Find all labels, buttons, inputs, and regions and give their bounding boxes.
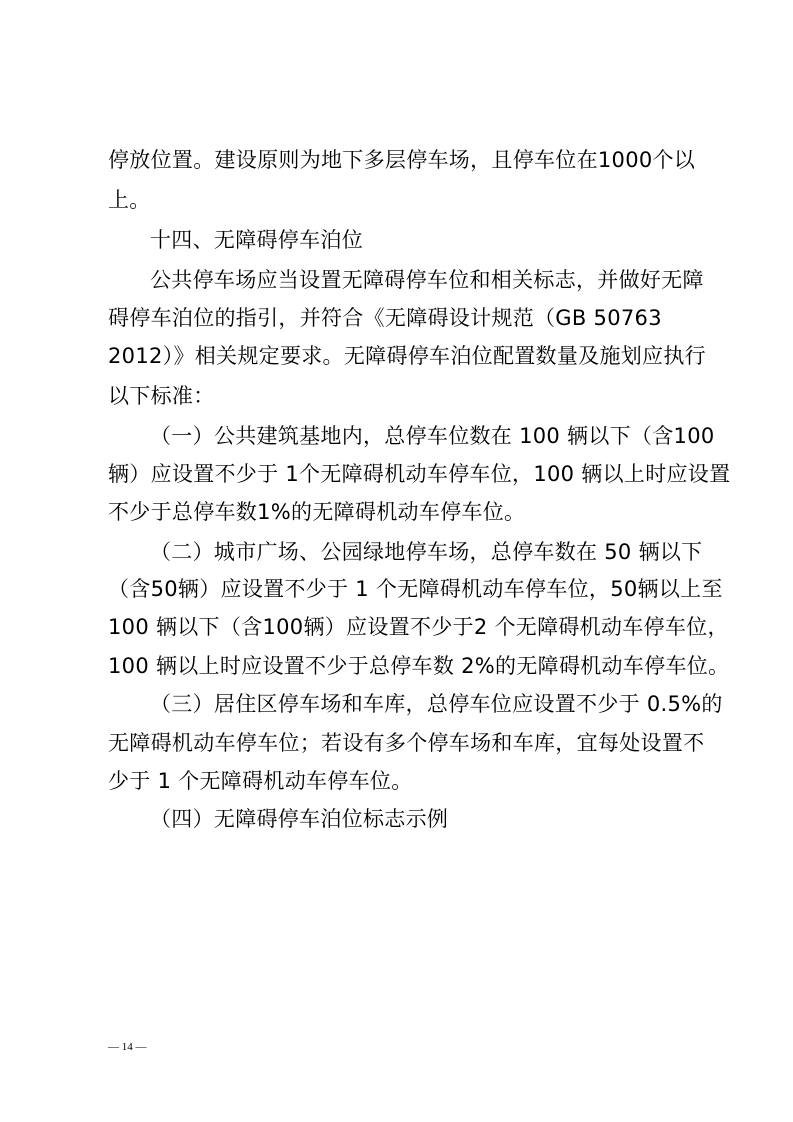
- body-text-line: 上。: [108, 188, 151, 212]
- page-number: — 14 —: [108, 1041, 147, 1053]
- body-text-line: 停放位置。建设原则为地下多层停车场，且停车位在1000个以: [108, 148, 696, 172]
- body-text-line: 100 辆以上时应设置不少于总停车数 2%的无障碍机动车停车位。: [108, 654, 730, 678]
- body-text-line: （一）公共建筑基地内，总停车位数在 100 辆以下（含100: [150, 424, 715, 448]
- body-text-line: 公共停车场应当设置无障碍停车位和相关标志，并做好无障: [150, 268, 704, 292]
- body-text-line: （含50辆）应设置不少于 1 个无障碍机动车停车位，50辆以上至: [108, 577, 723, 601]
- body-text-line: 100 辆以下（含100辆）应设置不少于2 个无障碍机动车停车位，: [108, 615, 729, 639]
- section-heading: 十四、无障碍停车泊位: [150, 228, 363, 252]
- body-text-line: （二）城市广场、公园绿地停车场，总停车数在 50 辆以下: [150, 540, 703, 564]
- body-text-line: 碍停车泊位的指引，并符合《无障碍设计规范（GB 50763: [108, 306, 662, 330]
- body-text-line: （四）无障碍停车泊位标志示例: [150, 807, 449, 831]
- body-text-line: 无障碍机动车停车位；若设有多个停车场和车库，宜每处设置不: [108, 731, 705, 755]
- body-text-line: 少于 1 个无障碍机动车停车位。: [108, 769, 413, 793]
- body-text-line: 以下标准：: [108, 384, 215, 408]
- body-text-line: 不少于总停车数1%的无障碍机动车停车位。: [108, 500, 526, 524]
- body-text-line: 2012）》相关规定要求。无障碍停车泊位配置数量及施划应执行: [108, 344, 706, 368]
- body-text-line: （三）居住区停车场和车库，总停车位应设置不少于 0.5%的: [150, 692, 723, 716]
- body-text-line: 辆）应设置不少于 1个无障碍机动车停车位，100 辆以上时应设置: [108, 462, 731, 486]
